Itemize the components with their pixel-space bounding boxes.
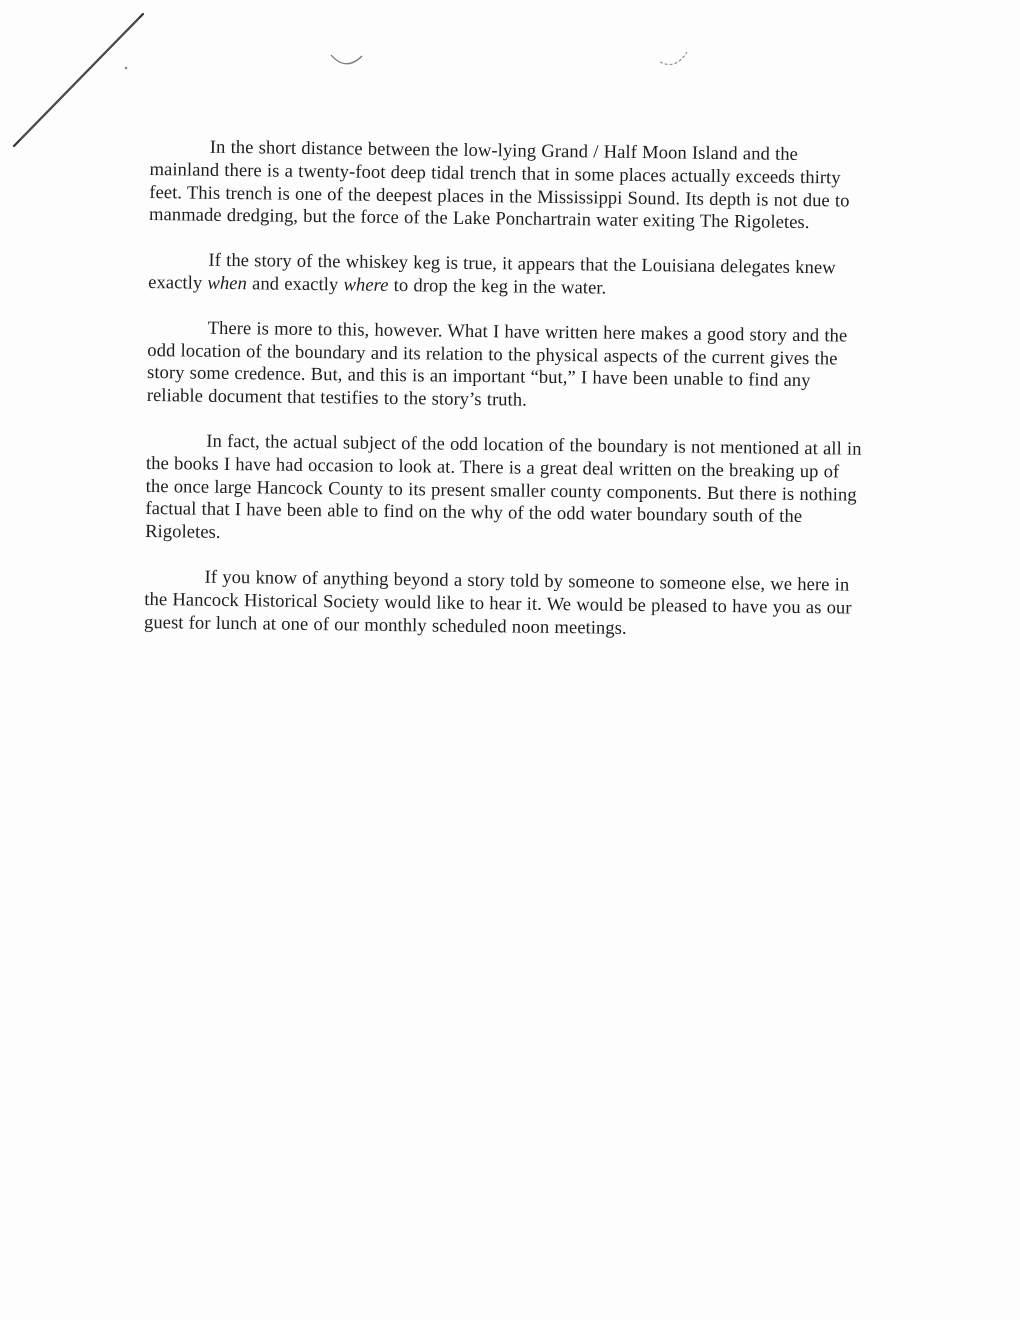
paragraph-text: If the story of the whiskey keg is true, it appears that the Louisiana delegates knew exactly bbox=[148, 249, 836, 294]
paragraph-text: to drop the keg in the water. bbox=[388, 274, 607, 299]
dust-speck bbox=[125, 67, 127, 69]
paragraph-tidal-trench: In the short distance between the low-lying Grand / Half Moon Island and the mainland there is a twenty-foot deep tidal trench that in some places actually exceeds thirty feet. This trench is one of the deepest places in the Mississippi Sound. Its depth is not due to manmade dredging, but the force of the Lake Ponchartrain water exiting The Rigoletes. bbox=[148, 136, 850, 234]
paragraph-more-to-this: There is more to this, however. What I have written here makes a good story and the odd location of the boundary and its relation to the physical aspects of the current gives the story some credence. But, and this is an important “but,” I have been unable to find any reliable document that testifies to the story’s truth. bbox=[146, 317, 848, 411]
paragraph-boundary-not-mentioned: In fact, the actual subject of the odd location of the boundary is not mentioned at all in the books I have had occasion to look at. There is a great deal written on the breaking up of the once large Hancock County to its present smaller county components. But there is nothing factual that I have been able to find on the why of the odd water boundary south of the Rigoletes. bbox=[145, 430, 862, 544]
paragraph-whiskey-keg bbox=[148, 249, 867, 303]
corner-fold-shadow bbox=[20, 18, 139, 140]
punch-hole-mark-left bbox=[331, 55, 362, 64]
paragraph-invitation: If you know of anything beyond a story told by someone to someone else, we here in the Hancock Historical Society would like to hear it. We would be pleased to have you as our guest for lunch at one of our monthly scheduled noon meetings. bbox=[143, 566, 852, 639]
emphasis-where: where bbox=[343, 274, 389, 296]
document-body bbox=[144, 136, 868, 665]
paragraph-text: and exactly bbox=[246, 273, 344, 296]
punch-hole-mark-right bbox=[660, 52, 687, 64]
page-corner-fold-line bbox=[14, 14, 143, 146]
emphasis-when: when bbox=[207, 272, 248, 295]
